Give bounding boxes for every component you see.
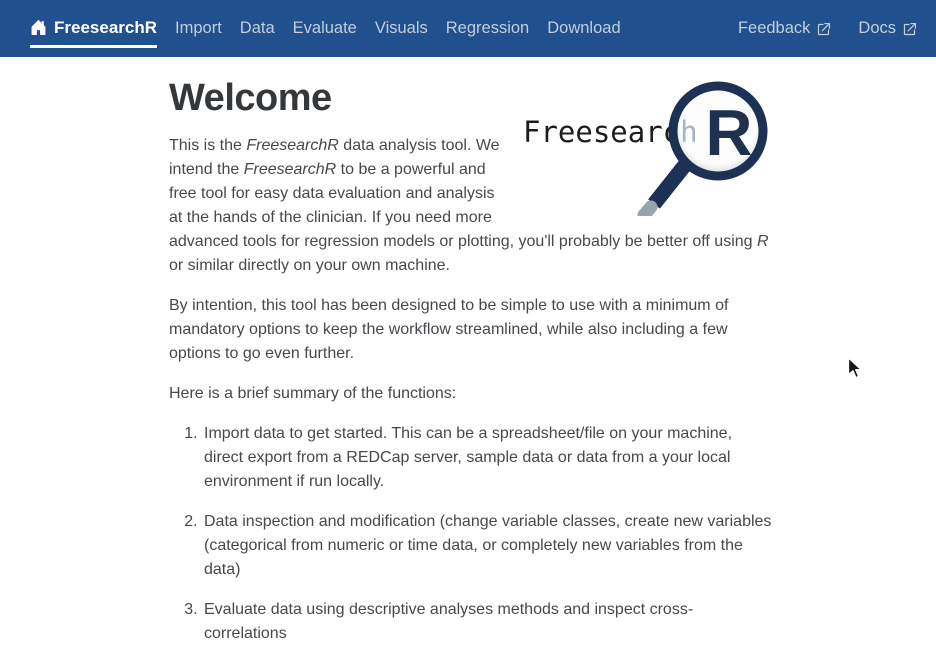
brand-label: FreesearchR <box>54 17 158 37</box>
intro-paragraph: This is the FreesearchR data analysis tool. We intend the FreesearchR to be a powerful and free tool for easy data evaluation and analysis at the hands of the clinician. If you need more advanced tools for regression models or plotting, you'll probably be better off using R or similar directly on your own machine. <box>169 137 769 274</box>
freesearchr-logo <box>521 66 773 216</box>
mouse-cursor <box>847 357 864 385</box>
logo-r-letter: R <box>705 96 753 169</box>
docs-label: Docs <box>858 19 896 37</box>
list-item-evaluate: 3. Evaluate data using descriptive analyses methods and inspect cross-correlations <box>202 598 773 646</box>
functions-list <box>169 422 773 646</box>
page-title: Welcome <box>169 77 332 119</box>
nav-item-data[interactable]: Data <box>239 19 275 37</box>
external-link-icon <box>902 21 917 37</box>
nav-item-import[interactable]: Import <box>175 19 222 37</box>
feedback-label: Feedback <box>737 19 811 37</box>
magnifier-handle <box>654 165 685 204</box>
logo-wordmark: Freesearch <box>523 115 698 149</box>
nav-item-download[interactable]: Download <box>547 19 621 37</box>
design-paragraph: By intention, this tool has been designed to be simple to use with a minimum of mandatory options to keep the workflow streamlined, while also including a few options to go even further. <box>169 297 729 362</box>
summary-intro-paragraph: Here is a brief summary of the functions: <box>169 385 457 402</box>
nav-item-evaluate[interactable]: Evaluate <box>292 19 357 37</box>
list-item-import: 1. Import data to get started. This can be a spreadsheet/file on your machine, direct export from a REDCap server, sample data or data from a your local environment if run locally. <box>202 422 773 494</box>
external-link-icon <box>816 21 831 37</box>
welcome-page <box>169 76 773 646</box>
list-item-data-inspection: 2. Data inspection and modification (change variable classes, create new variables (categorical from numeric or time data, or completely new variables from the data) <box>202 510 773 582</box>
nav-item-visuals[interactable]: Visuals <box>374 19 428 37</box>
nav-item-feedback[interactable] <box>729 19 840 38</box>
magnifier-handle-tip <box>644 207 651 215</box>
nav-item-regression[interactable]: Regression <box>445 19 530 37</box>
top-navbar <box>0 0 936 57</box>
nav-item-docs[interactable] <box>849 19 926 38</box>
brand-freesearchr[interactable] <box>30 10 157 48</box>
home-icon <box>30 19 47 36</box>
